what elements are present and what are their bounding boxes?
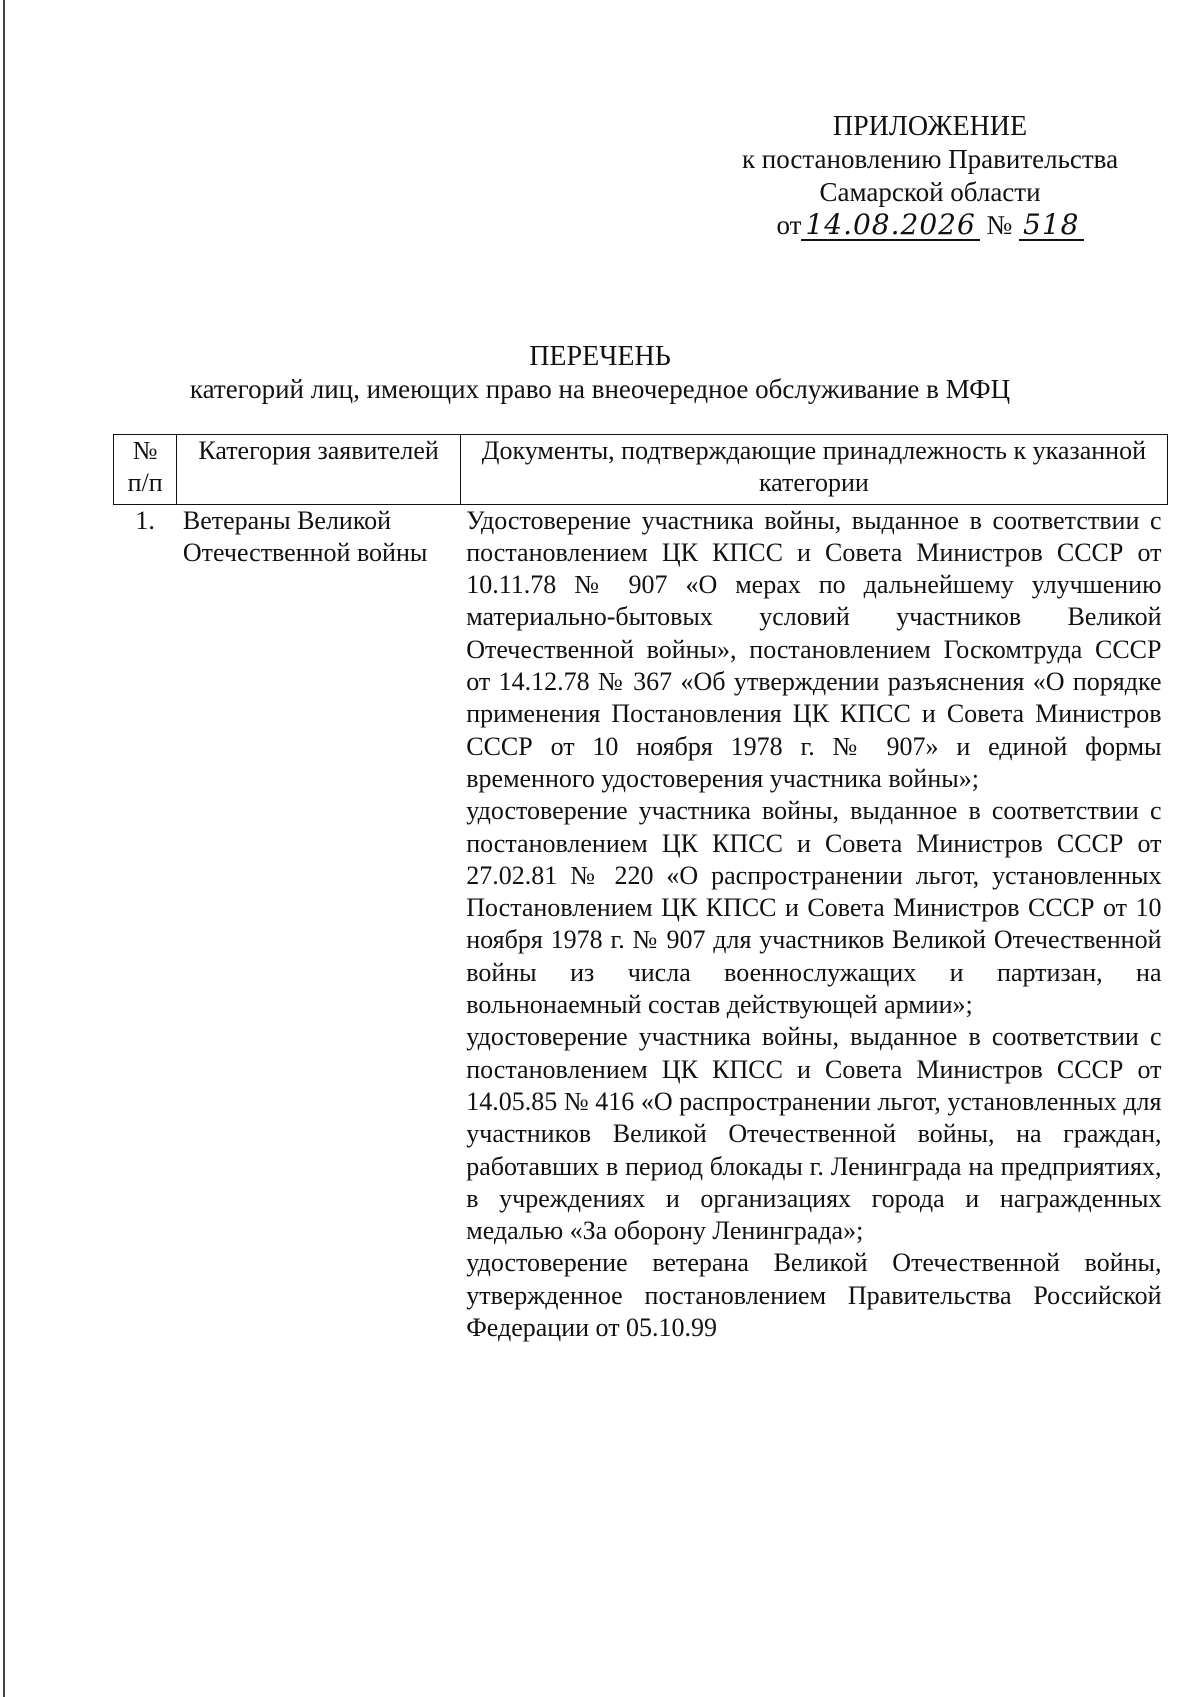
document-paragraph: Удостоверение участника войны, выданное в соответствии с постановлением ЦК КПСС и Совета Министров СССР от 10.11.78 № 907 «О мерах по дальнейшему улучшению материально-бытовых условий участников Великой Отечественной войны», постановлением Госкомтруда СССР от 14.12.78 № 367 «Об утверждении разъяснения «О порядке применения Постановления ЦК КПСС и Совета Министров СССР от 10 ноября 1978 г. № 907» и единой формы временного удостоверения участника войны»; (466, 505, 1162, 793)
header-category: Категория заявителей (177, 435, 460, 505)
appendix-date-line (777, 209, 1084, 242)
date-prefix: от (776, 210, 802, 240)
document-paragraph: удостоверение участника войны, выданное в соответствии с постановлением ЦК КПСС и Совета Министров СССР от 14.05.85 № 416 «О распространении льгот, установленных для участников Великой Отечественной войны, на граждан, работавших в период блокады г. Ленинграда на предприятиях, в учреждениях и организациях города и награжденных медалью «За оборону Ленинграда»; (466, 1022, 1162, 1246)
appendix-header (700, 110, 1160, 242)
handwritten-number: 518 (1019, 211, 1083, 241)
row-documents (460, 504, 1167, 1344)
row-num: 1. (135, 505, 155, 535)
row-category: Ветераны Великой Отечественной войны (182, 505, 428, 567)
appendix-line-region: Самарской области (819, 177, 1041, 207)
handwritten-date: 14.08.2026 (801, 211, 979, 241)
list-title: ПЕРЕЧЕНЬ (529, 341, 671, 372)
number-label: № (986, 210, 1013, 240)
list-subtitle: категорий лиц, имеющих право на внеочередное обслуживание в МФЦ (189, 374, 1011, 404)
scan-edge-line (3, 0, 5, 1697)
document-paragraph: удостоверение участника войны, выданное в соответствии с постановлением ЦК КПСС и Совета Министров СССР от 27.02.81 № 220 «О распространении льгот, установленных Постановлением ЦК КПСС и Совета Министров СССР от 10 ноября 1978 г. № 907 для участников Великой Отечественной войны из числа военнослужащих и партизан, на вольнонаемный состав действующей армии»; (466, 796, 1162, 1020)
appendix-title: ПРИЛОЖЕНИЕ (832, 111, 1028, 142)
header-documents: Документы, подтверждающие принадлежность к указанной категории (460, 435, 1167, 505)
document-paragraph: удостоверение ветерана Великой Отечественной войны, утвержденное постановлением Правительства Российской Федерации от 05.10.99 (466, 1248, 1162, 1343)
table-row (114, 504, 1168, 1344)
categories-table (113, 434, 1168, 1344)
list-heading (140, 340, 1060, 406)
appendix-line-resolution: к постановлению Правительства (741, 144, 1119, 174)
table-header-row (114, 435, 1168, 505)
header-num: № п/п (114, 435, 177, 505)
